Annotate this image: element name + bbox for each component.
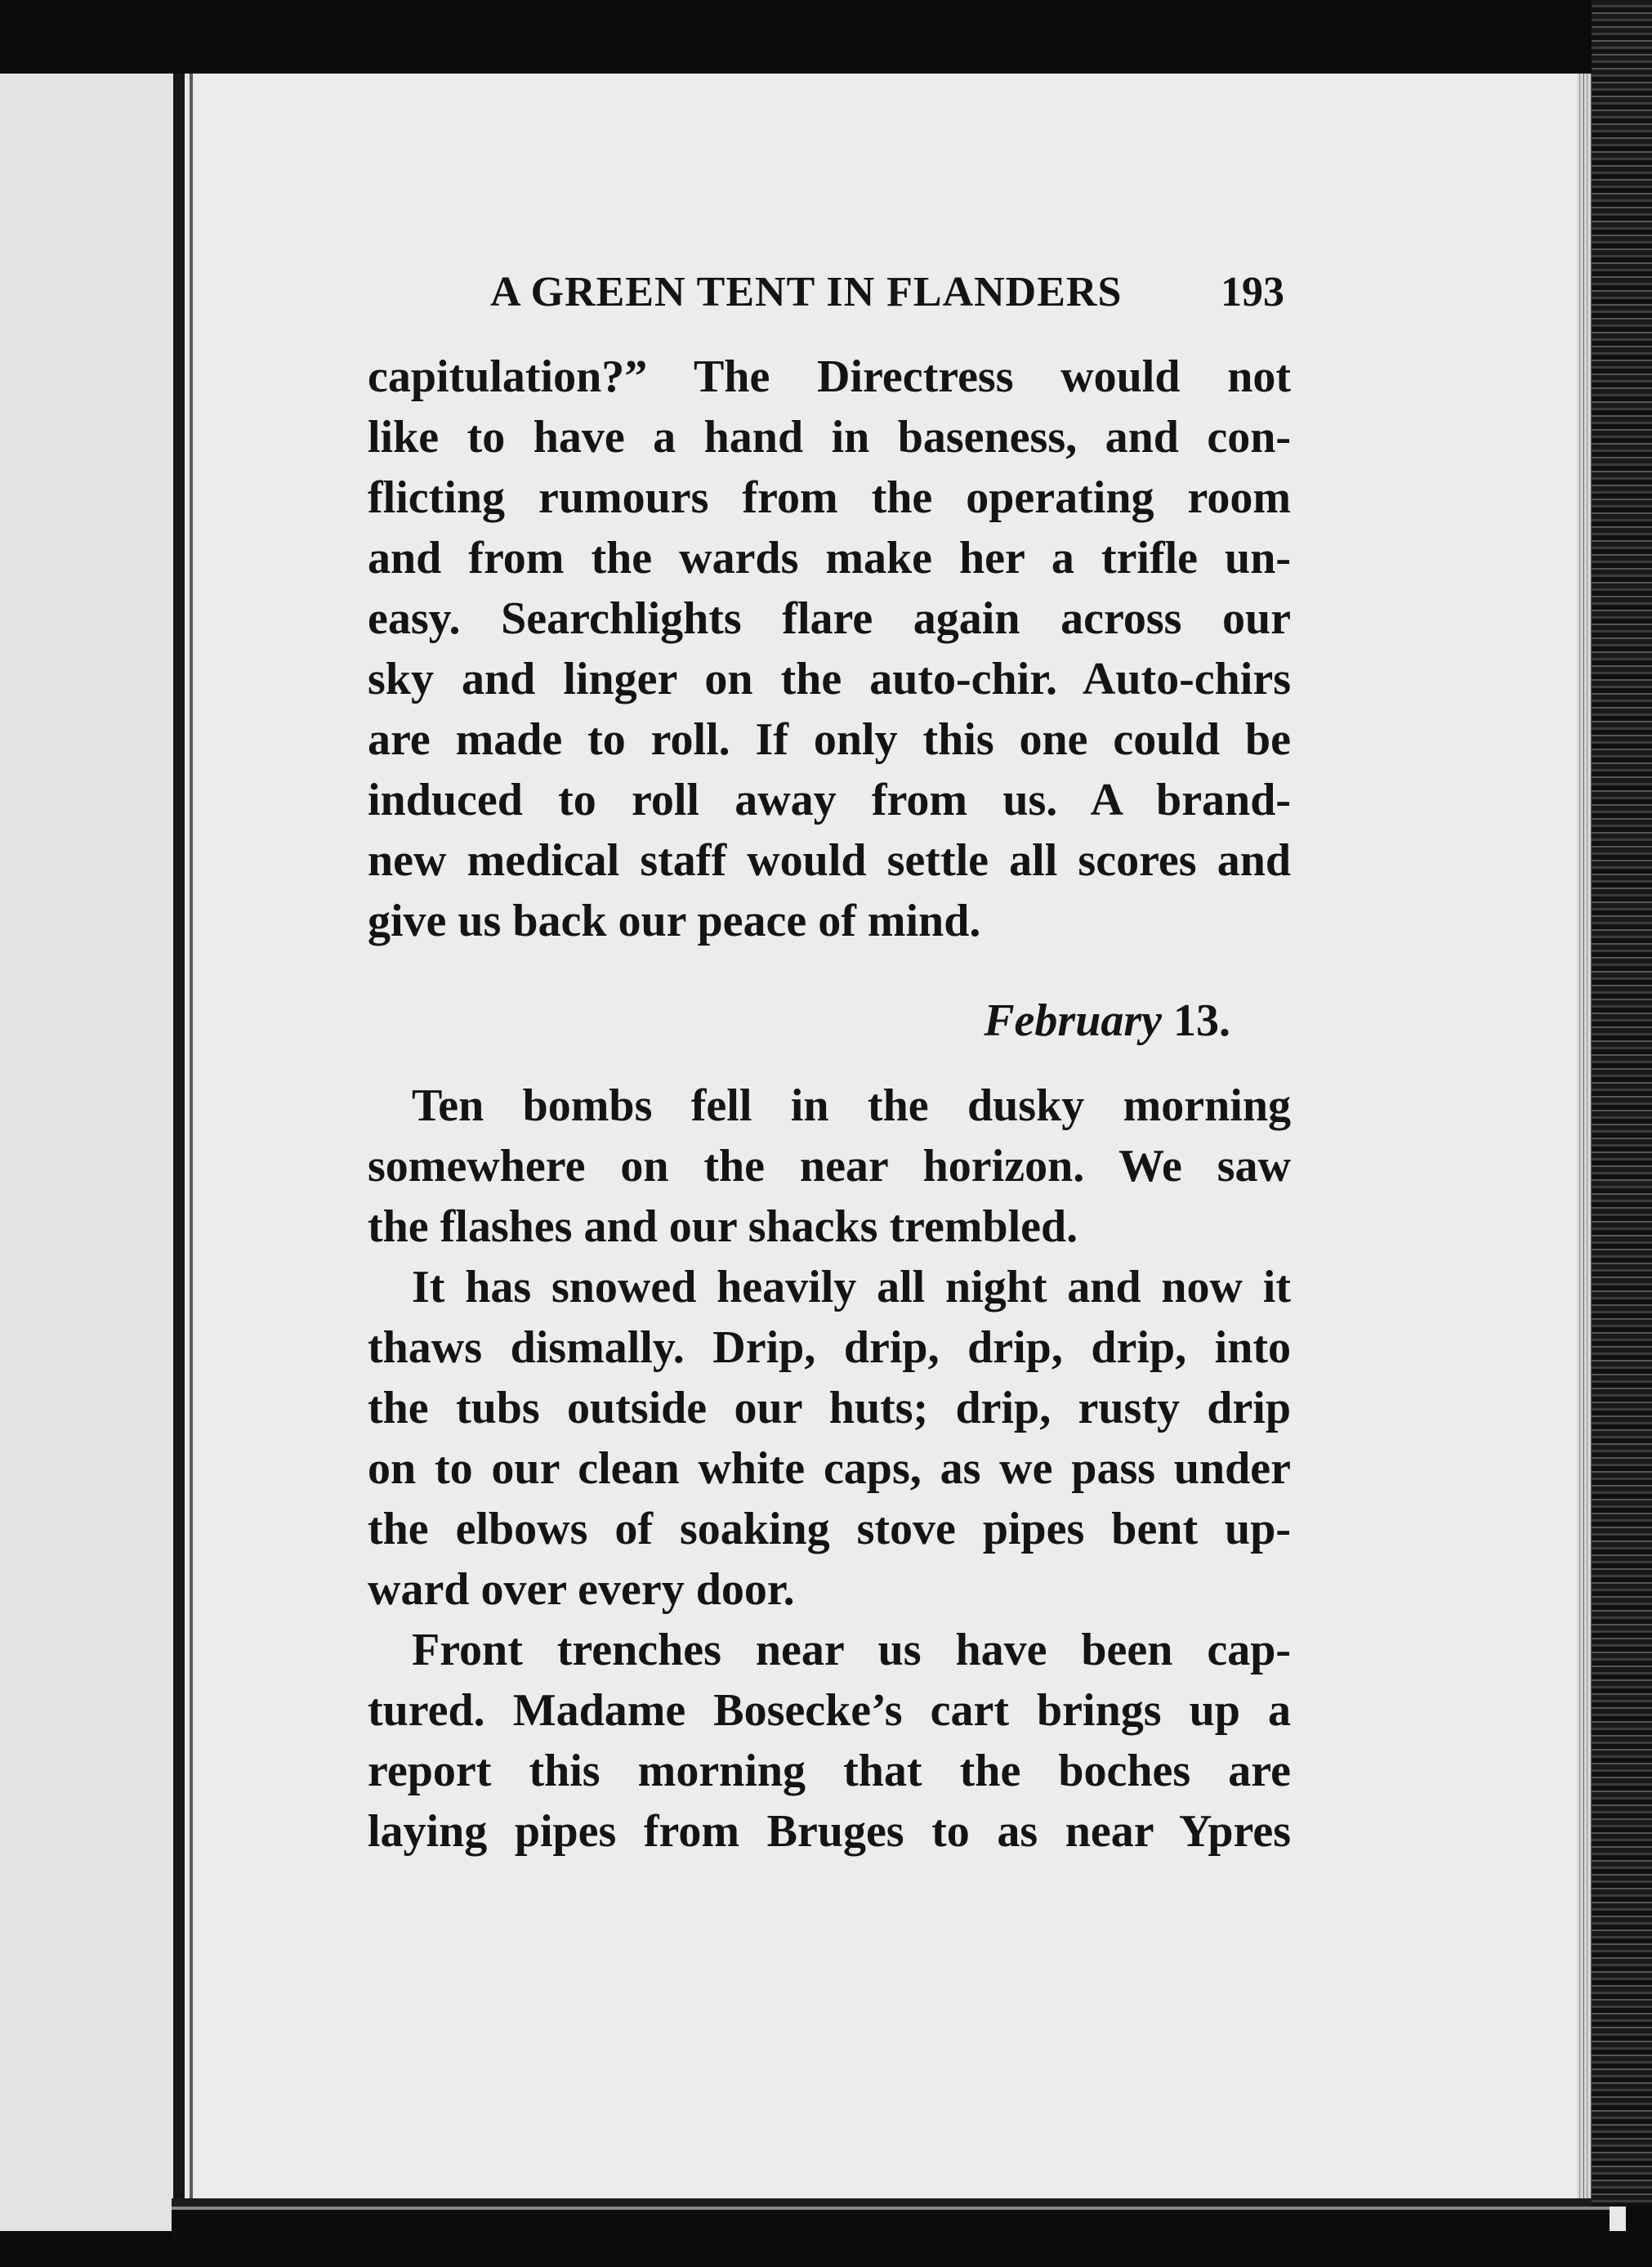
- text-line: easy. Searchlights flare again across our: [368, 593, 1291, 644]
- paragraph-1: [368, 347, 1291, 968]
- paragraph-2: [368, 1075, 1291, 1257]
- text-line: laying pipes from Bruges to as near Ypres: [368, 1806, 1291, 1857]
- text-line: the elbows of soaking stove pipes bent up-: [368, 1504, 1291, 1554]
- running-header: [368, 268, 1291, 325]
- bottom-page-edge: [172, 2198, 1610, 2239]
- text-line: ward over every door.: [368, 1564, 795, 1615]
- text-line: report this morning that the boches are: [368, 1746, 1291, 1796]
- text-line: induced to roll away from us. A brand-: [368, 775, 1291, 825]
- text-line: thaws dismally. Drip, drip, drip, drip, into: [368, 1322, 1291, 1373]
- text-line: Ten bombs fell in the dusky morning: [412, 1080, 1291, 1131]
- text-line: like to have a hand in baseness, and con-: [368, 412, 1291, 463]
- text-line: and from the wards make her a trifle un-: [368, 533, 1291, 584]
- paragraph-3: [368, 1257, 1291, 1620]
- gutter-edge: [190, 74, 193, 2231]
- text-line: are made to roll. If only this one could be: [368, 714, 1291, 765]
- paragraph-4: [368, 1620, 1291, 1862]
- text-line: somewhere on the near horizon. We saw: [368, 1141, 1291, 1192]
- dateline-day: 13.: [1173, 995, 1230, 1046]
- text-line: new medical staff would settle all scores and: [368, 835, 1291, 886]
- text-line: give us back our peace of mind.: [368, 896, 981, 946]
- text-line: It has snowed heavily all night and now it: [412, 1262, 1291, 1312]
- text-line: flicting rumours from the operating room: [368, 472, 1291, 523]
- text-line: capitulation?” The Directress would not: [368, 351, 1291, 402]
- gutter-shadow: [173, 74, 185, 2231]
- text-line: sky and linger on the auto-chir. Auto-chirs: [368, 654, 1291, 704]
- text-line: the tubs outside our huts; drip, rusty drip: [368, 1383, 1291, 1433]
- text-line: Front trenches near us have been cap-: [412, 1625, 1291, 1675]
- dateline: [368, 990, 1291, 1051]
- text-line: tured. Madame Bosecke’s cart brings up a: [368, 1685, 1291, 1736]
- page-number: 193: [1221, 269, 1284, 315]
- text-line: the flashes and our shacks trembled.: [368, 1201, 1078, 1252]
- text-line: on to our clean white caps, as we pass under: [368, 1443, 1291, 1494]
- previous-page-margin: [0, 74, 172, 2231]
- dateline-month: February: [984, 995, 1162, 1046]
- book-edge-right: [1592, 0, 1652, 2207]
- running-title: A GREEN TENT IN FLANDERS: [490, 269, 1123, 315]
